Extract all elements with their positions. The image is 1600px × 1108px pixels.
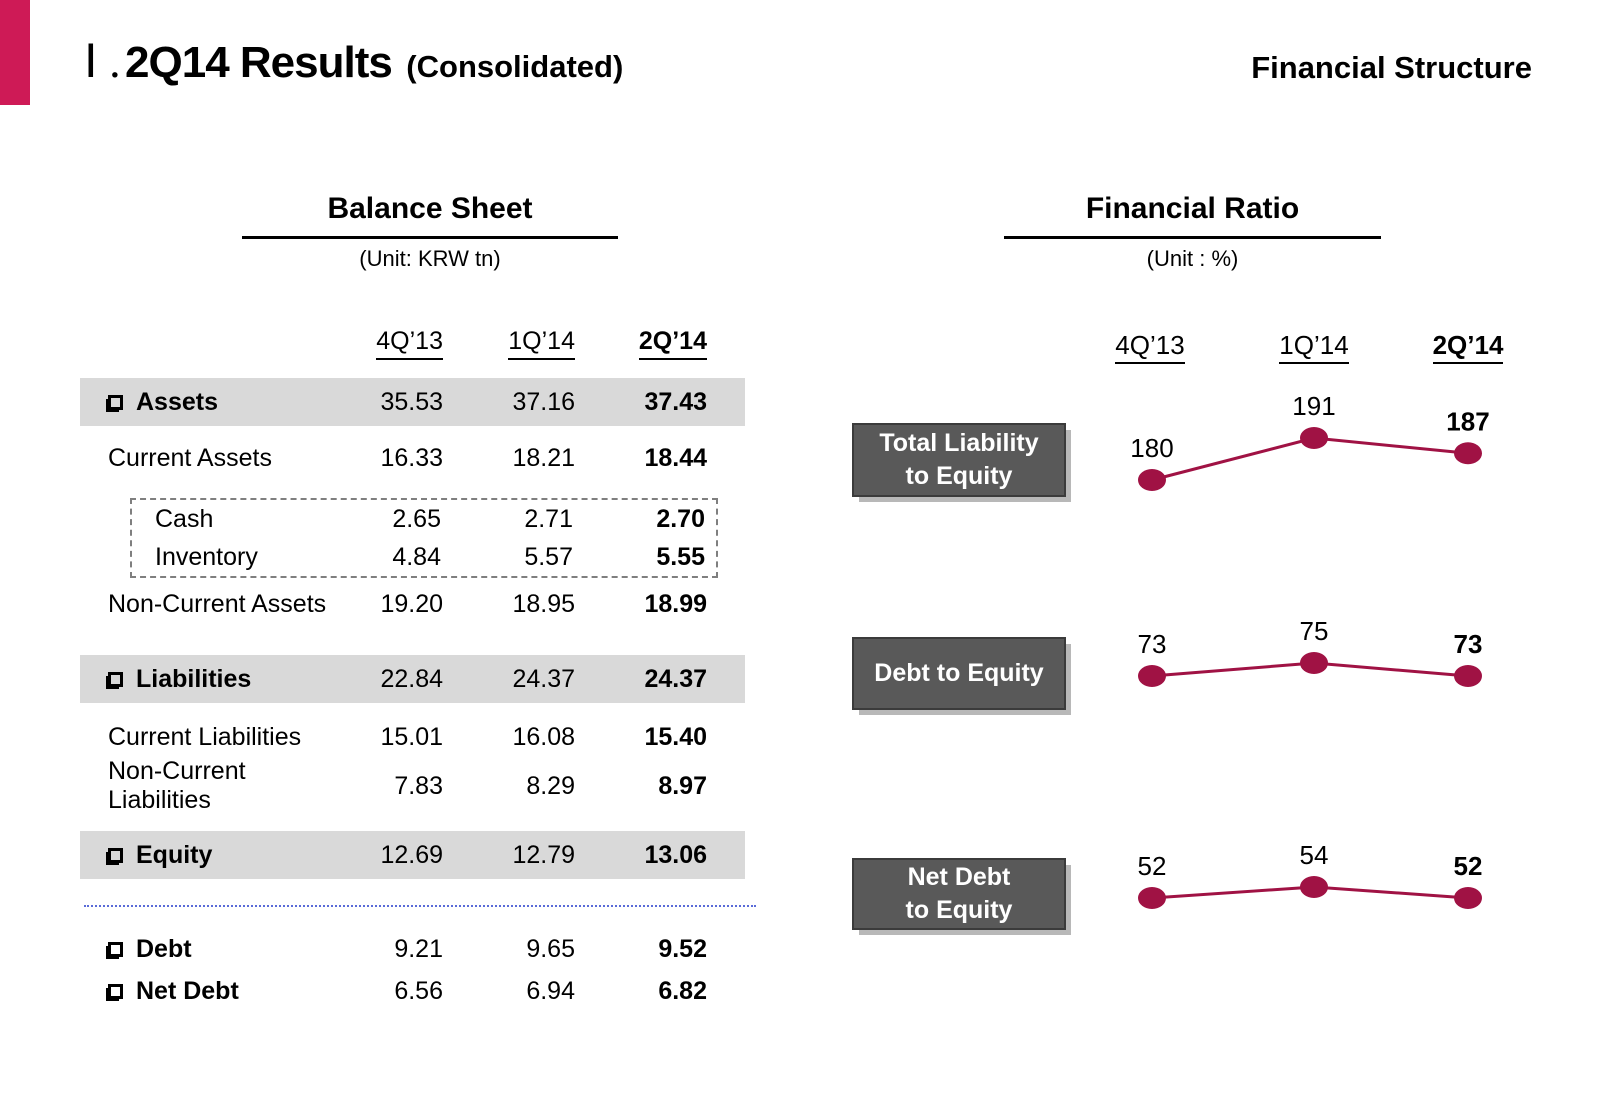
financial-ratio-title: Financial Ratio	[1004, 192, 1381, 239]
row-value: 5.57	[524, 542, 573, 571]
data-point-label: 54	[1299, 840, 1329, 870]
page-title	[84, 34, 623, 88]
row-value: 35.53	[380, 387, 443, 416]
row-label-cell	[80, 928, 338, 970]
row-value: 6.56	[394, 976, 443, 1005]
ratio-column-header-1q14: 1Q’14	[1239, 330, 1389, 361]
blue-dotted-divider	[84, 905, 756, 907]
row-value: 12.69	[380, 840, 443, 869]
row-label: Non-Current Liabilities	[108, 757, 246, 814]
balance-sheet-table	[80, 326, 745, 1012]
data-point	[1454, 887, 1482, 909]
chart-label-box	[852, 637, 1066, 710]
row-label: Liabilities	[136, 664, 252, 693]
row-value: 16.08	[512, 722, 575, 751]
title-suffix: (Consolidated)	[406, 49, 624, 84]
data-point-label: 191	[1292, 391, 1336, 421]
row-value: 6.82	[658, 976, 707, 1005]
square-bullet-icon	[108, 395, 123, 410]
row-value: 8.29	[526, 771, 575, 800]
data-point	[1454, 665, 1482, 687]
chart-label-box	[852, 858, 1066, 930]
column-header-1q14: 1Q’14	[443, 326, 575, 360]
ratio-column-header-4q13: 4Q’13	[1075, 330, 1225, 361]
data-point	[1138, 887, 1166, 909]
row-label-cell	[132, 538, 336, 576]
row-label: Equity	[136, 840, 213, 869]
row-value: 8.97	[658, 771, 707, 800]
row-value: 15.40	[644, 722, 707, 751]
data-point-label: 187	[1446, 406, 1490, 437]
ratio-line-chart	[1050, 820, 1530, 940]
row-value: 9.65	[526, 934, 575, 963]
row-label: Assets	[136, 387, 218, 416]
square-bullet-icon	[108, 848, 123, 863]
ratio-column-header-2q14: 2Q’14	[1393, 330, 1543, 361]
header-spacer	[80, 326, 338, 360]
row-label: Cash	[155, 504, 214, 533]
row-value: 9.21	[394, 934, 443, 963]
row-value: 2.71	[524, 504, 573, 533]
row-label-cell	[80, 831, 338, 879]
data-point-label: 52	[1137, 851, 1167, 881]
data-point	[1454, 442, 1482, 464]
row-label-cell	[80, 378, 338, 426]
row-label-cell	[80, 438, 338, 478]
chart-label-box	[852, 423, 1066, 497]
row-value: 24.37	[644, 664, 707, 693]
ratio-line-chart	[1050, 390, 1530, 520]
row-value: 18.99	[644, 589, 707, 618]
balance-row-current-assets	[80, 438, 745, 478]
square-bullet-icon	[108, 672, 123, 687]
row-value: 16.33	[380, 443, 443, 472]
row-value: 13.06	[644, 840, 707, 869]
row-value: 15.01	[380, 722, 443, 751]
balance-sheet-unit: (Unit: KRW tn)	[359, 246, 501, 271]
row-label: Non-Current Assets	[108, 589, 327, 618]
column-header-2q14: 2Q’14	[575, 326, 707, 360]
chart-label-line: Net Debt	[907, 863, 1011, 891]
row-label-cell	[80, 970, 338, 1012]
row-value: 6.94	[526, 976, 575, 1005]
ratio-line-chart	[1050, 600, 1530, 720]
title-main: 2Q14 Results	[125, 38, 392, 87]
chart-label-line: to Equity	[905, 462, 1013, 490]
square-bullet-icon	[108, 984, 123, 999]
balance-row-equity	[80, 831, 745, 879]
data-point	[1300, 652, 1328, 674]
row-value: 37.43	[644, 387, 707, 416]
balance-row-inventory	[132, 538, 705, 576]
row-value: 12.79	[512, 840, 575, 869]
square-bullet-icon	[108, 942, 123, 957]
table-header-row	[80, 326, 745, 360]
row-value: 18.95	[512, 589, 575, 618]
row-value: 24.37	[512, 664, 575, 693]
row-label-cell	[132, 500, 336, 538]
balance-row-liabilities	[80, 655, 745, 703]
table-body	[80, 378, 745, 1012]
accent-bar	[0, 0, 30, 105]
row-label-cell	[80, 757, 338, 815]
data-point-label: 73	[1453, 629, 1483, 659]
data-point	[1138, 665, 1166, 687]
column-header-4q13: 4Q’13	[338, 326, 443, 360]
row-label: Current Assets	[108, 443, 272, 472]
data-point	[1138, 469, 1166, 491]
row-label-cell	[80, 717, 338, 757]
row-label: Inventory	[155, 542, 258, 571]
balance-row-debt	[80, 928, 745, 970]
data-point	[1300, 876, 1328, 898]
row-value: 9.52	[658, 934, 707, 963]
row-value: 22.84	[380, 664, 443, 693]
balance-sheet-title-block	[242, 192, 618, 272]
row-label-cell	[80, 655, 338, 703]
row-label-cell	[80, 584, 338, 624]
balance-sheet-title: Balance Sheet	[242, 192, 618, 239]
cash-inventory-dashed-box	[130, 498, 718, 578]
row-value: 37.16	[512, 387, 575, 416]
data-point-label: 73	[1137, 629, 1167, 659]
data-point-label: 180	[1130, 433, 1174, 463]
balance-row-net-debt	[80, 970, 745, 1012]
section-title-right: Financial Structure	[1251, 50, 1532, 85]
chart-label-line: Debt to Equity	[874, 659, 1044, 687]
chart-label-line: to Equity	[905, 896, 1013, 924]
chart-label-line: Total Liability	[879, 429, 1039, 457]
row-value: 2.70	[656, 504, 705, 533]
financial-ratio-title-block	[1004, 192, 1381, 272]
balance-row-non-current-assets	[80, 584, 745, 624]
balance-row-cash	[132, 500, 705, 538]
data-point-label: 52	[1453, 851, 1483, 881]
row-value: 7.83	[394, 771, 443, 800]
title-roman-numeral: Ⅰ .	[84, 36, 121, 87]
balance-row-current-liabilities	[80, 717, 745, 757]
data-point	[1300, 427, 1328, 449]
balance-row-assets	[80, 378, 745, 426]
balance-row-non-current-liabilities	[80, 757, 745, 814]
data-point-label: 75	[1299, 616, 1329, 646]
row-value: 5.55	[656, 542, 705, 571]
row-value: 19.20	[380, 589, 443, 618]
row-label: Net Debt	[136, 976, 239, 1005]
row-label: Current Liabilities	[108, 722, 302, 751]
row-value: 4.84	[392, 542, 441, 571]
row-value: 18.21	[512, 443, 575, 472]
row-value: 18.44	[644, 443, 707, 472]
row-label: Debt	[136, 934, 192, 963]
financial-ratio-unit: (Unit : %)	[1146, 246, 1239, 271]
row-value: 2.65	[392, 504, 441, 533]
